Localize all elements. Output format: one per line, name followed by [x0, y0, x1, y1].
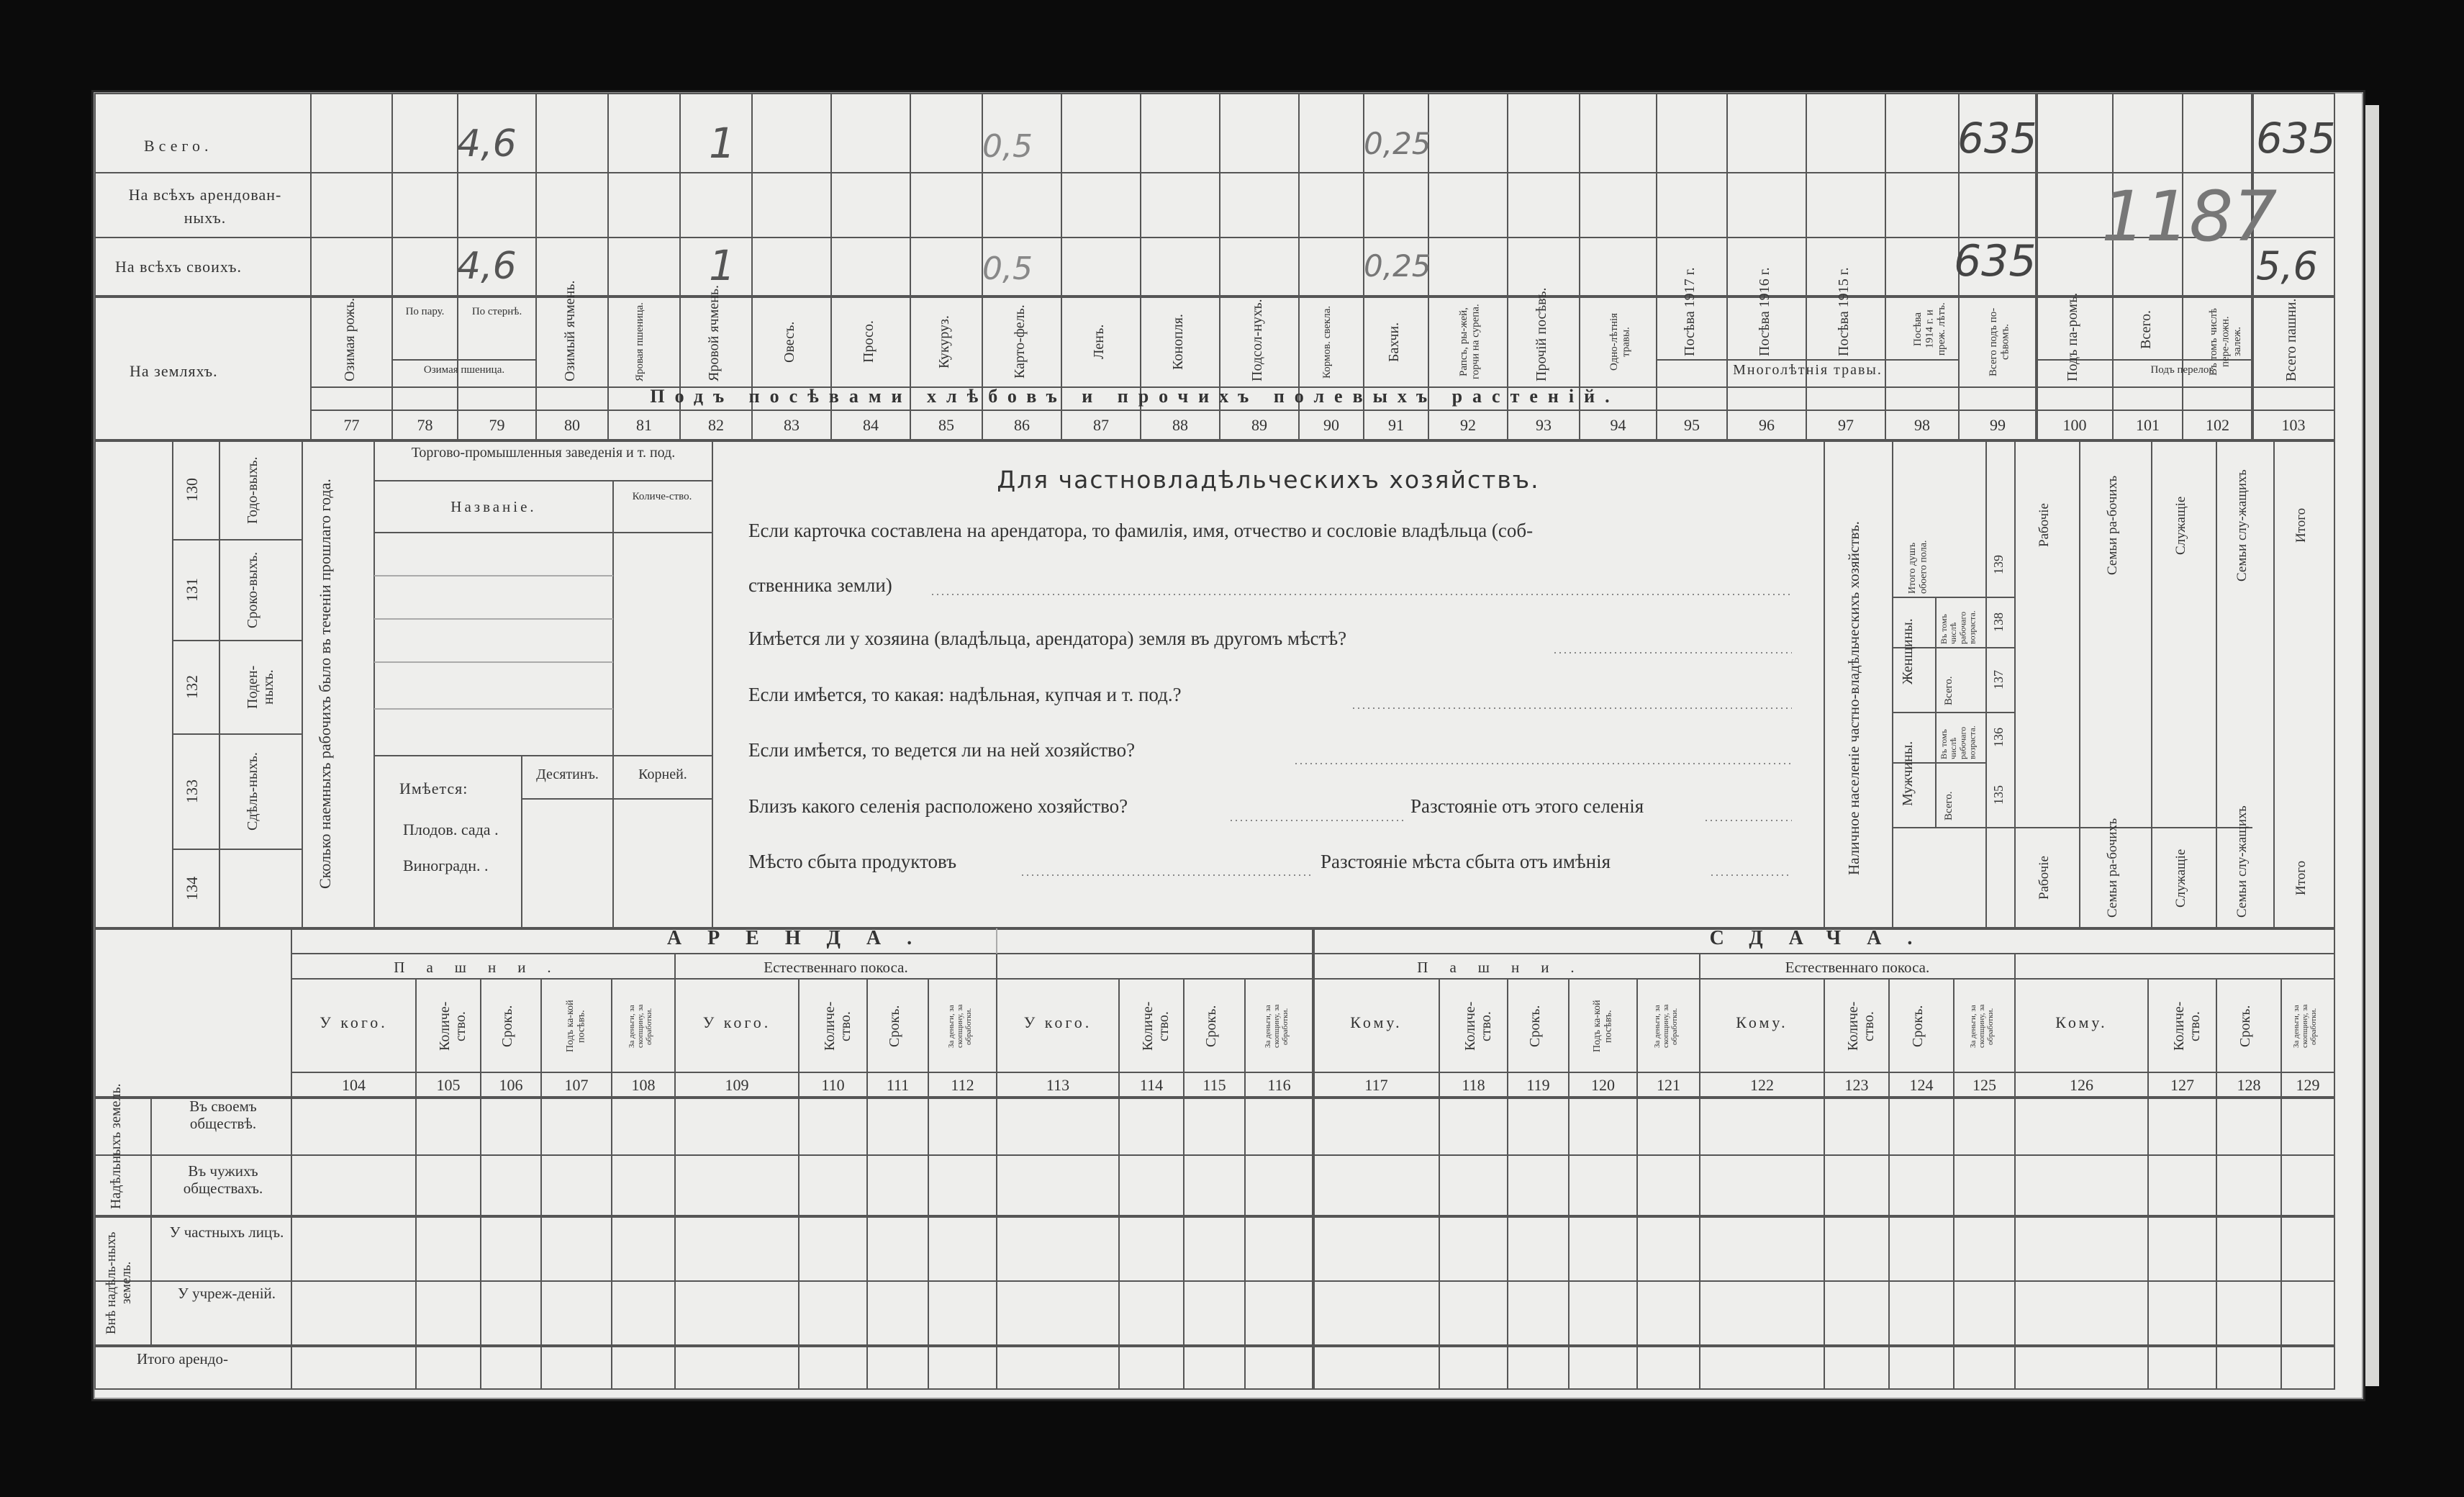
winter-wheat-label: Озимая пшеница. [423, 364, 505, 376]
col-number-79: 79 [489, 416, 505, 434]
col-number-96: 96 [1759, 416, 1775, 434]
lease-col-header-120: Подъ ка-кой посѣвъ. [1591, 1000, 1613, 1053]
row-own-society: Въ своемъ обществѣ. [189, 1098, 257, 1133]
men-total-label: Всего. [1943, 791, 1955, 820]
staff-col-2-upper: Служащіе [2173, 496, 2188, 555]
hw-total-99: 635 [1957, 114, 2037, 163]
row-label-rented: На всѣхъ арендован- [128, 186, 282, 204]
worker-col-header-131: Сроко-выхъ. [245, 551, 261, 629]
lease-col-number-129: 129 [2296, 1076, 2320, 1094]
sublease-band: СДАЧА. [1709, 927, 1939, 949]
row-label-lands: На земляхъ. [130, 362, 218, 380]
col-number-101: 101 [2136, 416, 2160, 434]
col-header-78: По пару. [405, 306, 445, 317]
perennial-grasses-label: Многолѣтнія травы. [1733, 362, 1883, 378]
col-number-80: 80 [564, 416, 580, 434]
col-number-93: 93 [1536, 416, 1552, 434]
col-header-81: Яровая пшеница. [634, 302, 646, 381]
worker-col-number-133: 133 [183, 779, 201, 804]
lease-hay-label: Естественнаго покоса. [764, 959, 908, 976]
lease-col-number-117: 117 [1364, 1076, 1388, 1094]
lease-col-header-113: У кого. [1023, 1013, 1092, 1031]
lease-col-number-127: 127 [2170, 1076, 2194, 1094]
row-institutions: У учреж-деній. [177, 1285, 276, 1302]
worker-col-number-130: 130 [183, 478, 201, 502]
col-header-100: Подъ па-ромъ. [2065, 292, 2080, 381]
col-number-78: 78 [417, 416, 433, 434]
lease-col-number-108: 108 [631, 1076, 656, 1094]
col-number-94: 94 [1610, 416, 1626, 434]
hw-own-78: 4,6 [457, 245, 517, 288]
population-col-136: 136 [1991, 728, 2006, 748]
col-header-88: Конопля. [1170, 314, 1186, 370]
hw-own-103: 5,6 [2256, 243, 2318, 289]
non-allotment-label: Внѣ надѣль-ныхъ земель. [104, 1231, 134, 1334]
question-other-land: Имѣется ли у хозяина (владѣльца, арендатора) земля въ другомъ мѣстѣ? [748, 628, 1347, 649]
col-header-90: Кормов. свекла. [1321, 305, 1333, 379]
lease-col-number-128: 128 [2237, 1076, 2261, 1094]
col-header-84: Просо. [861, 320, 877, 363]
col-header-98: Посѣва 1914 г. и преж. лѣтъ. [1912, 302, 1947, 356]
question-owner: Если карточка составлена на арендатора, то фамилія, имя, отчество и сословіе владѣльца (соб- [748, 520, 1534, 541]
lease-col-header-111: Срокъ. [886, 1005, 902, 1048]
lease-col-header-117: Кому. [1350, 1013, 1403, 1031]
population-col-135: 135 [1991, 785, 2006, 805]
col-number-98: 98 [1914, 416, 1930, 434]
form-title: Для частновладѣльческихъ хозяйствъ. [997, 466, 1540, 494]
women-working-age-label: Въ томъ числѣ рабочаго возраста. [1939, 610, 1978, 644]
question-farming: Если имѣется, то ведется ли на ней хозяйство? [748, 739, 1136, 761]
men-label: Мужчины. [1900, 741, 1916, 807]
question-village-distance: Разстояніе отъ этого селенія [1410, 795, 1644, 817]
hw-total-86: 0,5 [982, 128, 1033, 165]
worker-col-header-132: Поден-ныхъ. [245, 665, 276, 710]
col-header-101: Всего. [2137, 309, 2154, 349]
question-land-type: Если имѣется, то какая: надѣльная, купчая и т. под.? [748, 684, 1182, 705]
lease-col-header-110: Количе-ство. [821, 1001, 853, 1051]
lease-col-number-113: 113 [1046, 1076, 1070, 1094]
worker-col-number-134: 134 [183, 877, 201, 901]
lease-col-header-127: Количе-ство. [2170, 1001, 2203, 1051]
lease-col-header-124: Срокъ. [1910, 1005, 1926, 1048]
worker-col-header-133: Сдѣль-ныхъ. [245, 752, 261, 831]
worker-col-header-130: Годо-выхъ. [245, 456, 261, 524]
col-number-84: 84 [863, 416, 879, 434]
lease-col-header-125: За деньги, за скопщину, за обработки. [1968, 1004, 1995, 1049]
lease-col-number-116: 116 [1267, 1076, 1291, 1094]
col-header-80: Озимый ячмень. [562, 280, 578, 381]
col-header-95: Посѣва 1917 г. [1682, 267, 1698, 356]
col-number-82: 82 [708, 416, 724, 434]
lease-col-number-121: 121 [1657, 1076, 1680, 1094]
col-header-96: Посѣва 1916 г. [1757, 267, 1772, 356]
hw-total-103: 635 [2256, 114, 2336, 163]
allotment-label: Надѣльныхъ земель. [108, 1083, 124, 1209]
lease-col-number-114: 114 [1139, 1076, 1164, 1094]
lease-col-header-121: За деньги, за скопщину, за обработки. [1652, 1004, 1679, 1049]
col-number-91: 91 [1388, 416, 1404, 434]
worker-col-number-131: 131 [183, 578, 201, 602]
col-header-89: Подсол-нухъ. [1249, 299, 1265, 381]
population-label: Наличное населеніе частно-владѣльческихъ хозяйствъ. [1845, 521, 1862, 875]
col-number-92: 92 [1460, 416, 1476, 434]
hw-total-91: 0,25 [1364, 126, 1431, 161]
lease-col-number-126: 126 [2070, 1076, 2093, 1094]
col-header-97: Посѣва 1915 г. [1836, 267, 1852, 356]
col-header-91: Бахчи. [1386, 322, 1402, 362]
lease-col-header-109: У кого. [702, 1013, 771, 1031]
row-label-own: На всѣхъ своихъ. [115, 258, 242, 276]
row-other-society: Въ чужихъ обществахъ. [183, 1162, 263, 1198]
lease-col-header-129: За деньги, за скопщину, за обработки. [2292, 1004, 2319, 1049]
lease-col-header-106: Срокъ. [499, 1005, 515, 1048]
staff-col-4-upper: Итого [2293, 507, 2309, 543]
col-number-99: 99 [1990, 416, 2006, 434]
lease-col-header-128: Срокъ. [2237, 1005, 2253, 1048]
lease-col-header-119: Срокъ. [1526, 1005, 1543, 1048]
crops-band: Подъ посѣвами хлѣбовъ и прочихъ полевыхъ растеній. [650, 386, 1620, 407]
lease-band: АРЕНДА. [666, 927, 938, 949]
col-number-103: 103 [2281, 416, 2306, 434]
lease-col-header-114: Количе-ство. [1140, 1001, 1172, 1051]
lease-col-header-107: Подъ ка-кой посѣвъ. [565, 1000, 587, 1053]
lease-col-header-108: За деньги, за скопщину, за обработки. [628, 1004, 654, 1049]
row-label-total: Всего. [144, 137, 213, 155]
vineyard-label: Виноградн. . [403, 856, 489, 874]
col-number-90: 90 [1323, 416, 1339, 434]
col-number-88: 88 [1172, 416, 1188, 434]
lease-arable-label: Пашни. [394, 959, 573, 976]
col-header-79: По стернѣ. [471, 306, 522, 317]
hired-workers-label: Сколько наемныхъ рабочихъ было въ теченіи прошлаго года. [316, 479, 334, 889]
col-header-103: Всего пашни. [2283, 298, 2299, 381]
lease-col-number-112: 112 [951, 1076, 974, 1094]
col-number-81: 81 [636, 416, 652, 434]
lease-col-header-126: Кому. [2055, 1013, 2108, 1031]
hw-own-99: 635 [1954, 236, 2037, 286]
question-market: Мѣсто сбыта продуктовъ [748, 851, 957, 872]
question-village: Близъ какого селенія расположено хозяйство? [748, 795, 1128, 817]
lease-col-number-115: 115 [1202, 1076, 1226, 1094]
lease-col-header-122: Кому. [1736, 1013, 1788, 1031]
sublease-hay-label: Естественнаго покоса. [1785, 959, 1930, 976]
staff-col-4-lower: Итого [2293, 860, 2309, 896]
col-number-100: 100 [2062, 416, 2087, 434]
staff-col-3-lower: Семьи слу-жащихъ [2234, 805, 2250, 918]
lease-col-number-110: 110 [821, 1076, 845, 1094]
col-number-87: 87 [1093, 416, 1109, 434]
lease-col-header-112: За деньги, за скопщину, за обработки. [946, 1004, 973, 1049]
hw-own-91: 0,25 [1364, 248, 1431, 284]
population-col-138: 138 [1991, 612, 2006, 633]
desyatin-header: Десятинъ. [536, 766, 599, 782]
lease-col-number-120: 120 [1591, 1076, 1615, 1094]
worker-col-number-132: 132 [183, 675, 201, 700]
hw-own-86: 0,5 [982, 250, 1033, 287]
col-header-86: Карто-фель. [1012, 304, 1028, 379]
lease-col-number-109: 109 [725, 1076, 749, 1094]
question-market-distance: Разстояніе мѣста сбыта отъ имѣнія [1321, 851, 1611, 872]
population-col-137: 137 [1991, 670, 2006, 690]
lease-col-number-122: 122 [1750, 1076, 1774, 1094]
staff-col-3-upper: Семьи слу-жащихъ [2234, 469, 2250, 582]
lease-col-number-123: 123 [1844, 1076, 1869, 1094]
total-souls-label: Итого душъ обоего пола. [1907, 540, 1929, 594]
fallow-label: Подъ перелог. [2150, 364, 2215, 376]
col-header-93: Прочій посѣвъ. [1534, 287, 1549, 381]
hw-total-82: 1 [709, 119, 735, 168]
col-number-83: 83 [784, 416, 800, 434]
women-total-label: Всего. [1943, 676, 1955, 705]
men-working-age-label: Въ томъ числѣ рабочаго возраста. [1939, 725, 1978, 759]
lease-col-number-111: 111 [886, 1076, 910, 1094]
lease-col-number-118: 118 [1462, 1076, 1485, 1094]
col-header-87: Ленъ. [1091, 324, 1107, 360]
col-header-102: Въ томъ числѣ пере-ложн. залеж. [2207, 308, 2243, 376]
women-label: Женщины. [1900, 618, 1916, 684]
lease-col-header-123: Количе-ство. [1845, 1001, 1877, 1051]
lease-col-header-115: Срокъ. [1202, 1005, 1219, 1048]
col-number-77: 77 [343, 416, 360, 434]
col-header-99: Всего подъ по-сѣвомъ. [1988, 307, 2011, 376]
row-total-lease: Итого арендо- [137, 1350, 228, 1367]
col-header-82: Яровой ячмень. [706, 285, 722, 381]
staff-col-0-lower: Рабочіе [2037, 856, 2052, 900]
lease-col-number-106: 106 [499, 1076, 523, 1094]
col-number-95: 95 [1684, 416, 1700, 434]
col-header-83: Овесъ. [782, 321, 797, 363]
staff-col-1-upper: Семьи ра-бочихъ [2105, 475, 2120, 576]
question-owner-cont: ственника земли) [748, 574, 892, 596]
lease-col-number-104: 104 [342, 1076, 366, 1094]
has-label: Имѣется: [399, 779, 468, 797]
trade-title: Торгово-промышленныя заведенія и т. под. [411, 445, 676, 461]
population-col-139: 139 [1991, 555, 2006, 575]
col-header-77: Озимая рожь. [341, 297, 358, 381]
col-header-92: Рапсъ, ры-жей, горчи на сурепа. [1458, 304, 1482, 380]
sublease-arable-label: Пашни. [1417, 959, 1596, 976]
hw-own-82: 1 [709, 241, 735, 290]
col-number-102: 102 [2206, 416, 2229, 434]
lease-col-number-119: 119 [1526, 1076, 1550, 1094]
lease-col-header-105: Количе-ство. [437, 1001, 468, 1051]
col-header-85: Кукуруз. [936, 315, 952, 368]
row-private: У частныхъ лицъ. [169, 1224, 284, 1241]
lease-col-header-116: За деньги, за скопщину, за обработки. [1263, 1004, 1290, 1049]
trade-name-header: Названіе. [450, 498, 537, 515]
orchard-label: Плодов. сада . [403, 820, 499, 838]
korney-header: Корней. [638, 766, 687, 782]
lease-col-number-105: 105 [436, 1076, 461, 1094]
staff-col-1-lower: Семьи ра-бочихъ [2105, 818, 2120, 918]
row-label-rented-2: ныхъ. [184, 209, 227, 227]
lease-col-header-104: У кого. [320, 1013, 388, 1031]
col-number-85: 85 [938, 416, 954, 434]
staff-col-0-upper: Рабочіе [2037, 503, 2052, 548]
col-header-94: Одно-лѣтнія травы. [1608, 312, 1631, 371]
hw-total-78: 4,6 [457, 122, 517, 166]
lease-col-number-107: 107 [564, 1076, 589, 1094]
trade-qty-header: Количе-ство. [632, 491, 692, 502]
staff-col-2-lower: Служащіе [2173, 849, 2188, 908]
col-number-89: 89 [1251, 416, 1267, 434]
hw-card-number: 1187 [2101, 176, 2278, 257]
lease-col-header-118: Количе-ство. [1462, 1001, 1494, 1051]
lease-col-number-124: 124 [1909, 1076, 1934, 1094]
col-number-97: 97 [1838, 416, 1854, 434]
lease-col-number-125: 125 [1972, 1076, 1996, 1094]
col-number-86: 86 [1014, 416, 1030, 434]
